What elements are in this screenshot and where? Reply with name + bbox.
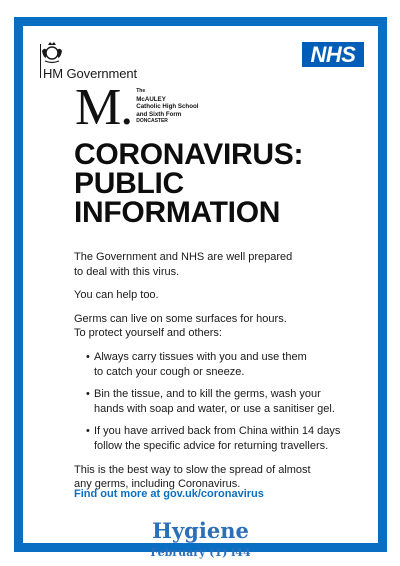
list-item [86,387,374,416]
help-paragraph: You can help too. [74,289,159,302]
list-item [86,424,374,453]
germs-line: Germs can live on some surfaces for hours. [74,312,287,325]
school-name-line: McAULEY [136,95,166,103]
page-title [74,140,374,227]
school-logo [75,79,199,136]
school-location: DONCASTER [136,118,168,125]
intro-line: to deal with this virus. [74,265,180,278]
headline-line: INFORMATION [74,196,281,229]
germs-line: To protect yourself and others: [74,327,222,340]
germs-paragraph [74,312,374,341]
school-name-line: and Sixth Form [136,110,182,118]
list-item-line: Bin the tissue, and to kill the germs, wash your [94,388,321,401]
closing-line: This is the best way to slow the spread of almost [74,463,311,476]
school-name [136,88,198,126]
headline-line: CORONAVIRUS: [74,138,304,171]
advice-list [86,350,374,454]
headline-line: PUBLIC [74,167,184,200]
closing-line: any germs, including Coronavirus. [74,478,241,491]
list-item-line: follow the specific advice for returning travellers. [94,439,329,452]
poster [14,17,387,559]
school-name-line: Catholic High School [136,103,199,111]
hm-government-logo [37,40,137,81]
footer-subtitle: February (1) i44 [150,546,251,559]
list-item-line: Always carry tissues with you and use them [94,350,307,363]
hm-government-label: HM Government [43,66,138,81]
footer-title: Hygiene [152,518,249,543]
find-out-more-link[interactable]: Find out more at gov.uk/coronavirus [74,488,264,500]
list-item-line: to catch your cough or sneeze. [94,365,245,378]
list-item-line: hands with soap and water, or use a sanitiser gel. [94,402,335,415]
intro-line: The Government and NHS are well prepared [74,251,293,263]
logo-divider [40,44,41,78]
list-item [86,350,374,379]
list-item-line: If you have arrived back from China within 14 days [94,425,341,438]
intro-paragraph [74,250,374,279]
school-monogram: M. [75,79,133,136]
school-name-line: The [136,88,146,94]
royal-crest-icon [39,40,65,64]
body-text [74,250,374,501]
nhs-logo: NHS [302,42,364,67]
